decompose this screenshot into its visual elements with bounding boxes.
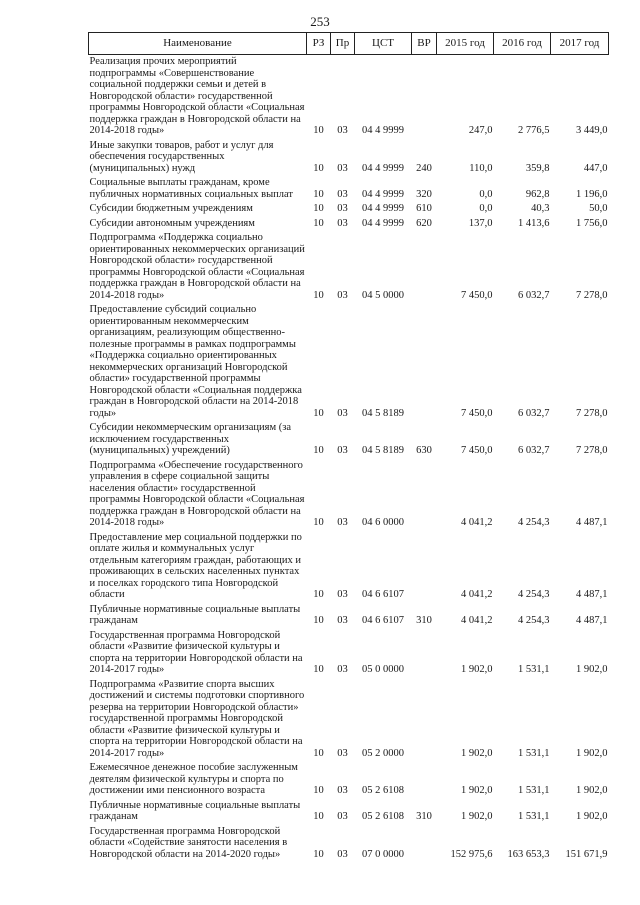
header-cst: ЦСТ (355, 33, 412, 55)
row-2015: 247,0 (468, 125, 493, 136)
row-pr: 03 (337, 203, 348, 214)
row-name: Социальные выплаты гражданам, кроме публичных нормативных социальных выплат (89, 177, 293, 200)
row-rz: 10 (313, 664, 324, 675)
header-2015: 2015 год (437, 33, 494, 55)
row-name: Государственная программа Новгородской области «Развитие физической культуры и спорта на территории Новгородской области на 2014-2017 годы» (89, 629, 303, 675)
row-cst: 04 4 9999 (362, 188, 404, 200)
row-name: Реализация прочих мероприятий подпрограммы «Совершенствование социальной поддержки семьи и детей в Новгородской области» государственной программы Новгородской области «Социальная поддержка граждан в Новгородской области на 2014-2018 годы» (89, 56, 305, 136)
row-2015: 1 902,0 (461, 785, 493, 796)
row-name: Публичные нормативные социальные выплаты гражданам (89, 603, 301, 626)
row-2016: 40,3 (531, 203, 550, 214)
row-cst: 04 6 6107 (362, 615, 404, 626)
row-2017: 1 902,0 (576, 811, 608, 822)
row-pr: 03 (337, 445, 348, 456)
row-pr: 03 (337, 289, 348, 301)
row-2015: 1 902,0 (461, 664, 493, 675)
row-rz: 10 (313, 811, 324, 822)
row-2015: 4 041,2 (461, 589, 493, 600)
table-row (89, 678, 609, 762)
row-cst: 04 5 8189 (362, 445, 404, 456)
row-2015: 110,0 (469, 162, 493, 174)
row-rz: 10 (313, 747, 324, 759)
table-row (89, 459, 609, 531)
row-name: Иные закупки товаров, работ и услуг для обеспечения государственных (муниципальных) нужд (89, 139, 274, 174)
row-2017: 1 902,0 (576, 664, 608, 675)
row-2016: 2 776,5 (518, 125, 550, 136)
row-vr (412, 459, 437, 531)
row-pr: 03 (337, 589, 348, 600)
row-vr (412, 55, 437, 139)
row-rz: 10 (313, 289, 324, 301)
row-2016: 6 032,7 (518, 289, 550, 301)
table-row (89, 825, 609, 863)
row-rz: 10 (313, 848, 324, 860)
row-pr: 03 (337, 407, 348, 419)
row-rz: 10 (313, 445, 324, 456)
table-row (89, 176, 609, 202)
row-cst: 04 4 9999 (362, 162, 404, 174)
row-2016: 359,8 (525, 162, 550, 174)
row-2015: 152 975,6 (450, 848, 493, 860)
row-2015: 4 041,2 (461, 517, 493, 528)
table-row (89, 202, 609, 217)
header-name: Наименование (89, 33, 307, 55)
row-cst: 05 0 0000 (362, 664, 404, 675)
row-2016: 962,8 (525, 188, 550, 200)
row-vr (412, 825, 437, 863)
row-vr: 320 (416, 188, 432, 200)
row-2016: 1 413,6 (518, 217, 550, 229)
table-row (89, 421, 609, 459)
row-rz: 10 (313, 615, 324, 626)
row-cst: 04 4 9999 (362, 125, 404, 136)
row-vr (412, 231, 437, 303)
row-2016: 1 531,1 (518, 811, 550, 822)
row-2015: 4 041,2 (461, 615, 493, 626)
table-row (89, 55, 609, 139)
row-2015: 7 450,0 (461, 445, 493, 456)
row-cst: 05 2 6108 (362, 811, 404, 822)
row-name: Подпрограмма «Поддержка социально ориентированных некоммерческих организаций Новгородской области» государственной программы Новгородской области «Социальная поддержка граждан в Новгородской области на 2014-2018 годы» (89, 232, 305, 301)
row-name: Подпрограмма «Обеспечение государственного управления в сфере социальной защиты населения области» государственной программы Новгородской области «Социальная поддержка граждан в Новгородской области на 2014-2018 годы» (89, 459, 305, 528)
row-cst: 04 5 8189 (362, 407, 404, 419)
row-rz: 10 (313, 217, 324, 229)
row-2016: 1 531,1 (518, 785, 550, 796)
row-cst: 04 4 9999 (362, 217, 404, 229)
header-2017: 2017 год (551, 33, 609, 55)
row-name: Предоставление мер социальной поддержки по оплате жилья и коммунальных услуг отдельным категориям граждан, работающих и проживающих в сельских населенных пунктах и поселках городского типа Новгородской области (89, 531, 302, 600)
row-pr: 03 (337, 162, 348, 174)
row-name: Подпрограмма «Развитие спорта высших достижений и системы подготовки спортивного резерва на территории Новгородской области» государственной программы Новгородской области «Развитие физической культуры и спорта на территории Новгородской области на 2014-2017 годы» (89, 678, 305, 759)
row-2016: 6 032,7 (518, 445, 550, 456)
row-vr (412, 678, 437, 762)
row-vr (412, 629, 437, 678)
row-pr: 03 (337, 217, 348, 229)
row-2016: 163 653,3 (507, 848, 550, 860)
table-row (89, 531, 609, 603)
row-rz: 10 (313, 162, 324, 174)
row-2016: 4 254,3 (518, 517, 550, 528)
row-vr (412, 761, 437, 799)
row-name: Государственная программа Новгородской области «Содействие занятости населения в Новгородской области на 2014-2020 годы» (89, 825, 288, 860)
row-2016: 1 531,1 (518, 747, 550, 759)
row-vr: 630 (416, 445, 432, 456)
row-2017: 3 449,0 (576, 125, 608, 136)
row-2017: 1 756,0 (576, 217, 608, 229)
row-cst: 04 5 0000 (362, 289, 404, 301)
page-number: 253 (310, 14, 330, 29)
row-2017: 1 196,0 (576, 188, 608, 200)
row-pr: 03 (337, 517, 348, 528)
row-2016: 1 531,1 (518, 664, 550, 675)
row-cst: 05 2 0000 (362, 747, 404, 759)
row-vr: 310 (416, 811, 432, 822)
row-2017: 50,0 (589, 203, 608, 214)
table-row (89, 139, 609, 177)
row-2015: 7 450,0 (461, 407, 493, 419)
row-rz: 10 (313, 188, 324, 200)
row-2017: 7 278,0 (576, 407, 608, 419)
row-pr: 03 (337, 125, 348, 136)
row-vr: 240 (416, 162, 432, 174)
row-2017: 7 278,0 (576, 289, 608, 301)
row-cst: 04 6 0000 (362, 517, 404, 528)
row-2015: 7 450,0 (461, 289, 493, 301)
row-pr: 03 (337, 664, 348, 675)
table-row (89, 303, 609, 421)
row-cst: 04 4 9999 (362, 203, 404, 214)
row-2016: 4 254,3 (518, 615, 550, 626)
header-vr: ВР (412, 33, 437, 55)
row-rz: 10 (313, 125, 324, 136)
row-2017: 1 902,0 (576, 785, 608, 796)
table-row (89, 761, 609, 799)
row-2016: 4 254,3 (518, 589, 550, 600)
row-rz: 10 (313, 517, 324, 528)
row-name: Субсидии некоммерческим организациям (за исключением государственных (муниципальных) учреждений) (89, 422, 292, 456)
row-cst: 05 2 6108 (362, 785, 404, 796)
row-2015: 0,0 (479, 188, 493, 200)
row-rz: 10 (313, 589, 324, 600)
row-pr: 03 (337, 615, 348, 626)
row-2017: 4 487,1 (576, 517, 608, 528)
row-pr: 03 (337, 848, 348, 860)
row-2015: 1 902,0 (461, 811, 493, 822)
row-2016: 6 032,7 (518, 407, 550, 419)
row-name: Субсидии автономным учреждениям (89, 217, 255, 229)
row-rz: 10 (313, 407, 324, 419)
row-rz: 10 (313, 785, 324, 796)
table-row (89, 629, 609, 678)
row-2017: 4 487,1 (576, 615, 608, 626)
row-pr: 03 (337, 188, 348, 200)
row-vr: 620 (416, 217, 432, 229)
row-2015: 137,0 (468, 217, 493, 229)
row-vr (412, 303, 437, 421)
row-name: Ежемесячное денежное пособие заслуженным деятелям физической культуры и спорта по достижении ими пенсионного возраста (89, 762, 298, 796)
table-row (89, 231, 609, 303)
row-2017: 151 671,9 (565, 848, 608, 860)
table-row (89, 603, 609, 629)
row-2017: 7 278,0 (576, 445, 608, 456)
row-cst: 04 6 6107 (362, 589, 404, 600)
row-vr: 310 (416, 615, 432, 626)
row-name: Публичные нормативные социальные выплаты гражданам (89, 799, 301, 822)
row-2017: 4 487,1 (576, 589, 608, 600)
row-2015: 0,0 (479, 203, 493, 214)
row-vr (412, 531, 437, 603)
header-rz: РЗ (307, 33, 331, 55)
table-row (89, 217, 609, 232)
row-2017: 1 902,0 (576, 747, 608, 759)
row-pr: 03 (337, 785, 348, 796)
table-header (89, 33, 609, 55)
row-vr: 610 (416, 203, 432, 214)
row-name: Предоставление субсидий социально ориентированным некоммерческим организациям, реализующим общественно-полезные программы в рамках подпрограммы «Поддержка социально ориентированных некоммерческих организаций Новгородской области» государственной программы Новгородской области «Социальная поддержка граждан в Новгородской области на 2014-2018 годы» (89, 304, 302, 419)
row-rz: 10 (313, 203, 324, 214)
row-2017: 447,0 (583, 162, 608, 174)
row-2015: 1 902,0 (461, 747, 493, 759)
table-row (89, 799, 609, 825)
table-body (89, 55, 609, 863)
row-cst: 07 0 0000 (362, 848, 404, 860)
row-pr: 03 (337, 747, 348, 759)
header-pr: Пр (331, 33, 355, 55)
header-2016: 2016 год (494, 33, 551, 55)
budget-table (88, 32, 609, 862)
row-pr: 03 (337, 811, 348, 822)
row-name: Субсидии бюджетным учреждениям (89, 203, 253, 214)
